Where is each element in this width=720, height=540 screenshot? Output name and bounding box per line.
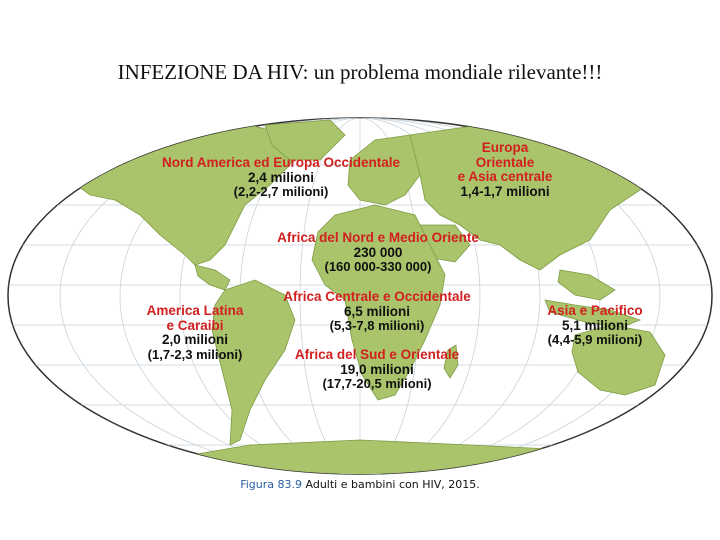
region-latin-america-caribbean: [130, 304, 260, 362]
region-range: (1,7-2,3 milioni): [147, 346, 243, 362]
page-title: INFEZIONE DA HIV: un problema mondiale rilevante!!!: [117, 60, 603, 84]
region-name: e Asia centrale: [457, 169, 553, 184]
region-eastern-europe-central-asia: [440, 141, 570, 199]
region-name: Nord America ed Europa Occidentale: [161, 155, 401, 170]
region-value: 6,5 milioni: [343, 303, 411, 319]
region-range: (4,4-5,9 milioni): [547, 332, 643, 347]
region-value: 19,0 milioni: [340, 361, 414, 377]
region-range: (5,3-7,8 milioni): [329, 318, 425, 333]
region-north-america-western-europe: [136, 156, 426, 200]
landmass-new-zealand: [670, 390, 684, 418]
region-name: Asia e Pacifico: [547, 303, 643, 318]
region-north-africa-middle-east: [258, 231, 498, 275]
region-value: 2,0 milioni: [161, 332, 229, 347]
region-name: America Latina: [146, 303, 244, 318]
region-value: 5,1 milioni: [561, 317, 629, 333]
region-range: (2,2-2,7 milioni): [233, 184, 329, 199]
region-name: Africa del Nord e Medio Oriente: [277, 230, 479, 245]
region-value: 2,4 milioni: [247, 169, 315, 185]
region-name: Africa del Sud e Orientale: [294, 347, 460, 362]
region-name: e Caraibi: [166, 317, 224, 333]
region-southern-eastern-africa: [272, 348, 482, 392]
figure-caption: [0, 478, 720, 491]
region-range: (160 000-330 000): [324, 259, 432, 274]
figure-label: Figura 83.9: [240, 478, 303, 491]
region-name: Africa Centrale e Occidentale: [283, 289, 471, 304]
region-name: Orientale: [475, 154, 535, 170]
region-name: Europa: [481, 140, 529, 155]
region-value: 1,4-1,7 milioni: [460, 183, 550, 199]
region-central-western-africa: [262, 290, 492, 334]
figure-caption-text: Adulti e bambini con HIV, 2015.: [305, 478, 480, 491]
region-value: 230 000: [353, 244, 403, 260]
region-range: (17,7-20,5 milioni): [322, 376, 432, 391]
region-asia-pacific: [530, 304, 660, 348]
